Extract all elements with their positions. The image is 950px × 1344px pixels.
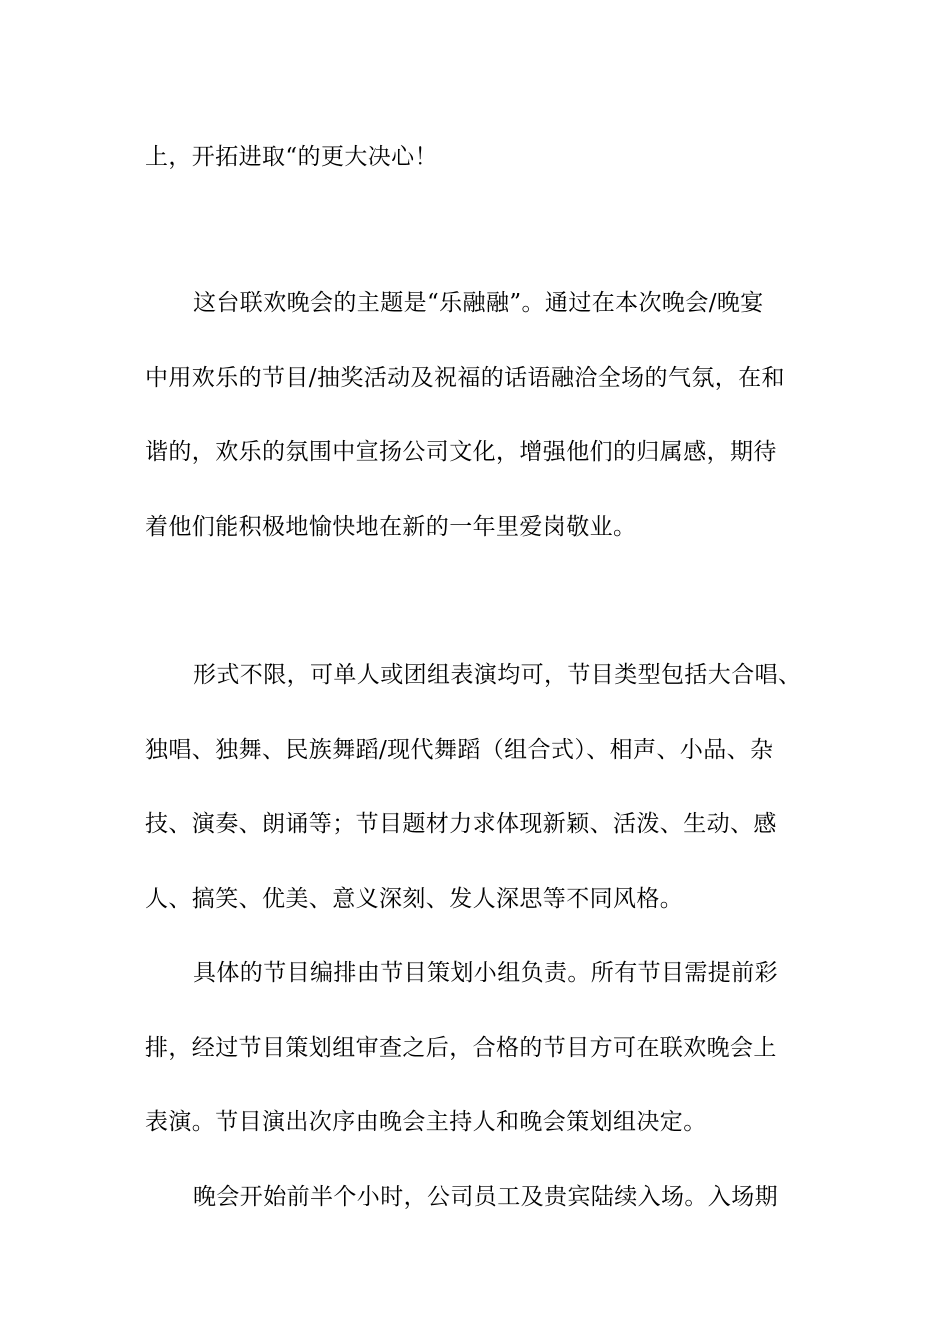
paragraph-2-line-4: 着他们能积极地愉快地在新的一年里爱岗敬业。 (145, 514, 637, 540)
paragraph-1-line-1: 上，开拓进取“的更大决心！ (145, 144, 438, 170)
paragraph-3-line-3: 技、演奏、朗诵等；节目题材力求体现新颖、活泼、生动、感 (145, 811, 777, 837)
paragraph-2-line-2: 中用欢乐的节目/抽奖活动及祝福的话语融洽全场的气氛，在和 (145, 365, 785, 391)
paragraph-4-line-1: 具体的节目编排由节目策划小组负责。所有节目需提前彩 (193, 960, 778, 986)
paragraph-4-line-3: 表演。节目演出次序由晚会主持人和晚会策划组决定。 (145, 1109, 707, 1135)
paragraph-5-line-1: 晚会开始前半个小时，公司员工及贵宾陆续入场。入场期 (193, 1184, 778, 1210)
paragraph-2-line-1: 这台联欢晚会的主题是“乐融融”。通过在本次晚会/晚宴 (193, 290, 764, 316)
paragraph-3-line-4: 人、搞笑、优美、意义深刻、发人深思等不同风格。 (145, 886, 684, 912)
paragraph-3-line-1: 形式不限，可单人或团组表演均可，节目类型包括大合唱、 (193, 662, 802, 688)
paragraph-2-line-3: 谐的，欢乐的氛围中宣扬公司文化，增强他们的归属感，期待 (145, 439, 777, 465)
paragraph-4-line-2: 排，经过节目策划组审查之后，合格的节目方可在联欢晚会上 (145, 1035, 777, 1061)
paragraph-3-line-2: 独唱、独舞、民族舞蹈/现代舞蹈（组合式）、相声、小品、杂 (145, 737, 774, 763)
